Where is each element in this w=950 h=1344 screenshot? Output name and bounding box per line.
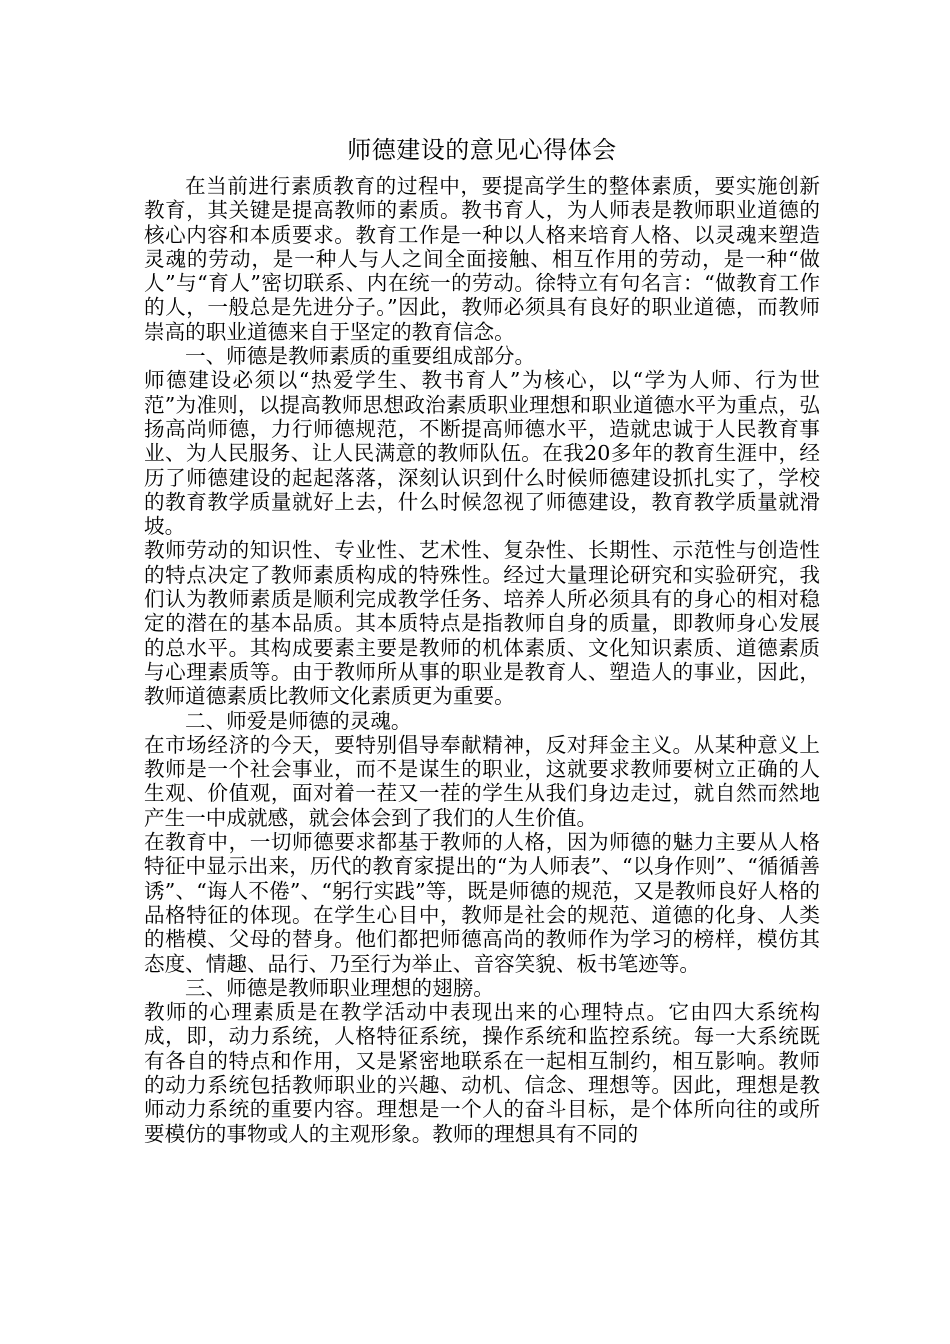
section-heading-3: 三、师德是教师职业理想的翅膀。	[185, 975, 494, 1000]
document-page	[144, 128, 820, 1146]
document-title: 师德建设的意见心得体会	[347, 136, 617, 164]
section-1-paragraph-2: 教师劳动的知识性、专业性、艺术性、复杂性、长期性、示范性与创造性的特点决定了教师素质构成的特殊性。经过大量理论研究和实验研究，我们认为教师素质是顺利完成教学任务、培养人所必须具有的身心的相对稳定的潜在的基本品质。其本质特点是指教师自身的质量，即教师身心发展的总水平。其构成要素主要是教师的机体素质、文化知识素质、道德素质与心理素质等。由于教师所从事的职业是教育人、塑造人的事业，因此，教师道德素质比教师文化素质更为重要。	[144, 538, 820, 709]
section-heading-1: 一、师德是教师素质的重要组成部分。	[185, 344, 536, 369]
section-3-paragraph-1: 教师的心理素质是在教学活动中表现出来的心理特点。它由四大系统构成，即，动力系统，人格特征系统，操作系统和监控系统。每一大系统既有各自的特点和作用，又是紧密地联系在一起相互制约，相互影响。教师的动力系统包括教师职业的兴趣、动机、信念、理想等。因此，理想是教师动力系统的重要内容。理想是一个人的奋斗目标，是个体所向往的或所要模仿的事物或人的主观形象。教师的理想具有不同的	[144, 1000, 820, 1146]
section-1-paragraph-1: 师德建设必须以“热爱学生、教书育人”为核心，以“学为人师、行为世范”为准则，以提高教师思想政治素质职业理想和职业道德水平为重点，弘扬高尚师德，力行师德规范，不断提高师德水平，造就忠诚于人民教育事业、为人民服务、让人民满意的教师队伍。在我20多年的教育生涯中，经历了师德建设的起起落落，深刻认识到什么时候师德建设抓扎实了，学校的教育教学质量就好上去，什么时候忽视了师德建设，教育教学质量就滑坡。	[144, 368, 820, 539]
section-2-paragraph-1: 在市场经济的今天，要特别倡导奉献精神，反对拜金主义。从某种意义上教师是一个社会事业，而不是谋生的职业，这就要求教师要树立正确的人生观、价值观，面对着一茬又一茬的学生从我们身边走过，就自然而然地产生一中成就感，就会体会到了我们的人生价值。	[144, 732, 820, 830]
intro-paragraph: 在当前进行素质教育的过程中，要提高学生的整体素质，要实施创新教育，其关键是提高教师的素质。教书育人，为人师表是教师职业道德的核心内容和本质要求。教育工作是一种以人格来培育人格、以灵魂来塑造灵魂的劳动，是一种人与人之间全面接触、相互作用的劳动，是一种“做人”与“育人”密切联系、内在统一的劳动。徐特立有句名言：“做教育工作的人，一般总是先进分子。”因此，教师必须具有良好的职业道德，而教师崇高的职业道德来自于坚定的教育信念。	[144, 174, 820, 344]
section-2-paragraph-2: 在教育中，一切师德要求都基于教师的人格，因为师德的魅力主要从人格特征中显示出来，历代的教育家提出的“为人师表”、“以身作则”、“循循善诱”、“诲人不倦”、“躬行实践”等，既是师德的规范，又是教师良好人格的品格特征的体现。在学生心目中，教师是社会的规范、道德的化身、人类的楷模、父母的替身。他们都把师德高尚的教师作为学习的榜样，模仿其态度、情趣、品行、乃至行为举止、音容笑貌、板书笔迹等。	[144, 830, 820, 976]
section-heading-2: 二、师爱是师德的灵魂。	[185, 708, 412, 733]
